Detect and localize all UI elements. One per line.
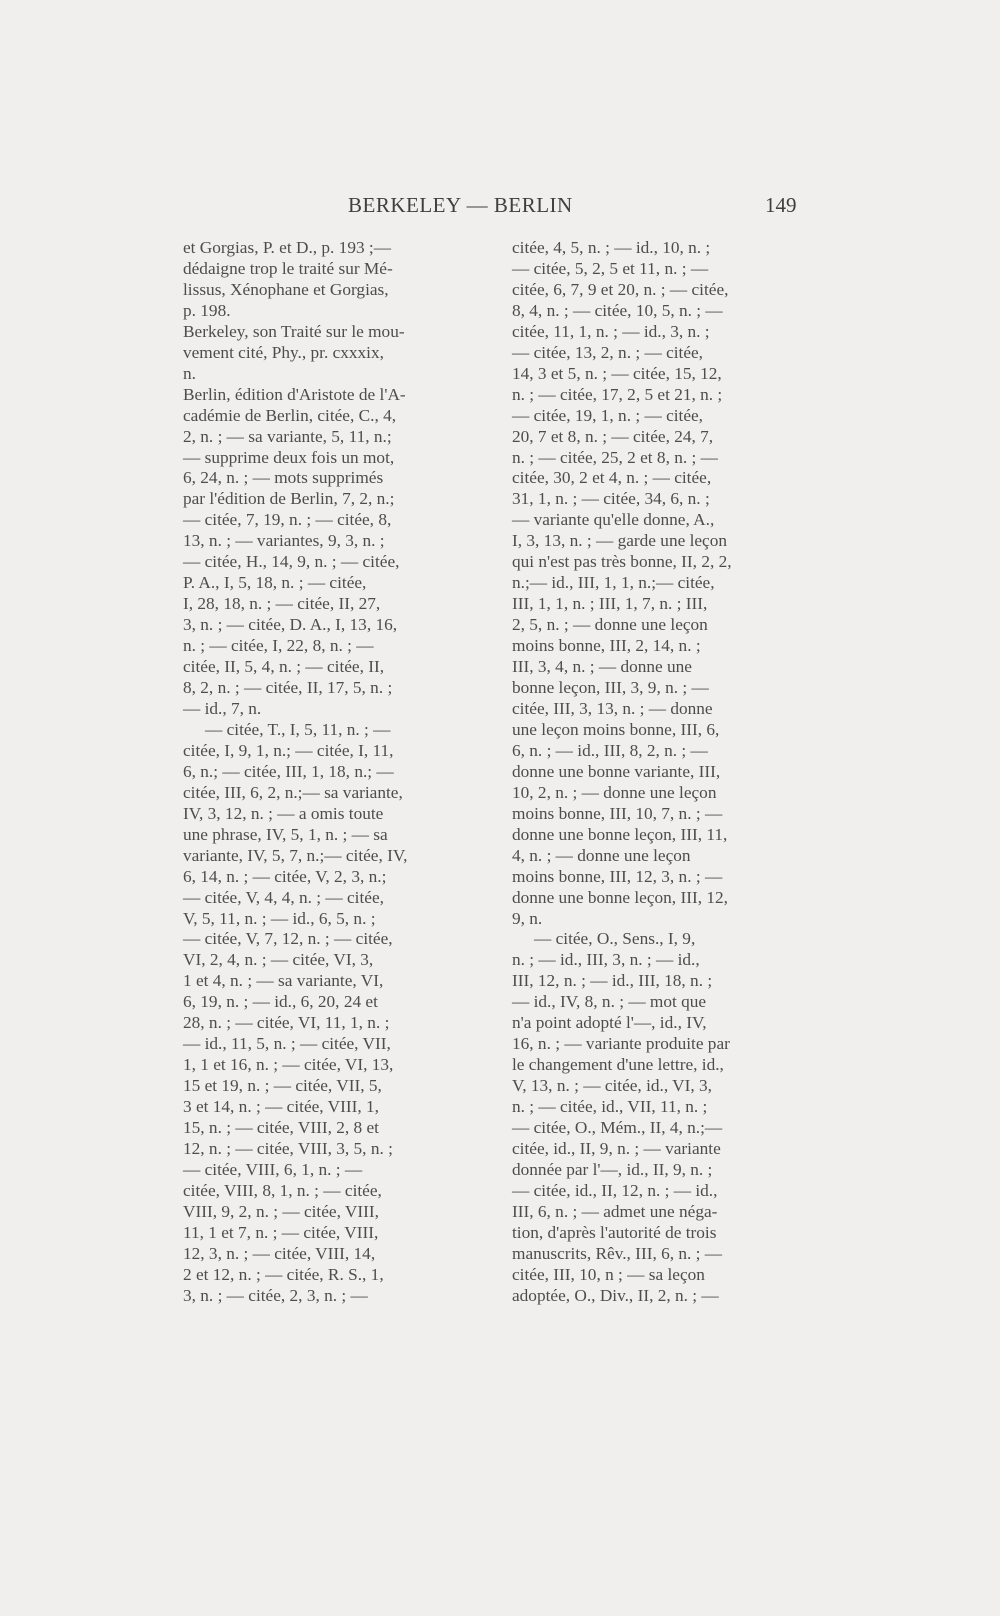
text-line: n'a point adopté l'—, id., IV, (512, 1013, 707, 1033)
text-line: le changement d'une lettre, id., (512, 1055, 724, 1075)
text-line: IV, 3, 12, n. ; — a omis toute (183, 803, 384, 823)
text-line: — citée, V, 4, 4, n. ; — citée, (183, 887, 384, 907)
text-line: — citée, V, 7, 12, n. ; — citée, (183, 929, 393, 949)
text-line: donne une bonne leçon, III, 11, (512, 824, 728, 844)
text-line: citée, id., II, 9, n. ; — variante (512, 1138, 721, 1158)
text-line: — citée, 19, 1, n. ; — citée, (512, 405, 703, 425)
text-line: citée, III, 10, n ; — sa leçon (512, 1264, 705, 1284)
text-line: VI, 2, 4, n. ; — citée, VI, 3, (183, 950, 374, 970)
text-line: — citée, O., Sens., I, 9, (534, 929, 696, 949)
text-line: n. ; — citée, 17, 2, 5 et 21, n. ; (512, 384, 723, 404)
text-line: 2, 5, n. ; — donne une leçon (512, 615, 708, 635)
text-line: 4, n. ; — donne une leçon (512, 845, 691, 865)
text-line: 3, n. ; — citée, D. A., I, 13, 16, (183, 615, 398, 635)
text-line: — supprime deux fois un mot, (183, 447, 395, 467)
text-line: citée, 30, 2 et 4, n. ; — citée, (512, 468, 712, 488)
text-line: — citée, 7, 19, n. ; — citée, 8, (183, 510, 392, 530)
text-line: 6, n. ; — id., III, 8, 2, n. ; — (512, 740, 708, 760)
text-line: 12, n. ; — citée, VIII, 3, 5, n. ; (183, 1138, 393, 1158)
text-line: citée, 6, 7, 9 et 20, n. ; — citée, (512, 279, 729, 299)
text-line: bonne leçon, III, 3, 9, n. ; — (512, 678, 709, 698)
text-line: 15, n. ; — citée, VIII, 2, 8 et (183, 1118, 379, 1138)
right-column (512, 238, 787, 1307)
text-line: V, 5, 11, n. ; — id., 6, 5, n. ; (183, 908, 376, 928)
text-line: — id., IV, 8, n. ; — mot que (512, 992, 707, 1012)
text-line: 8, 4, n. ; — citée, 10, 5, n. ; — (512, 300, 723, 320)
text-line: — id., 7, n. (183, 698, 262, 718)
text-line: III, 12, n. ; — id., III, 18, n. ; (512, 971, 713, 991)
text-line: adoptée, O., Div., II, 2, n. ; — (512, 1285, 719, 1305)
text-line: VIII, 9, 2, n. ; — citée, VIII, (183, 1201, 379, 1221)
text-line: III, 1, 1, n. ; III, 1, 7, n. ; III, (512, 594, 708, 614)
text-line: 3 et 14, n. ; — citée, VIII, 1, (183, 1097, 379, 1117)
text-line: dédaigne trop le traité sur Mé- (183, 258, 393, 278)
text-line: 9, n. (512, 908, 543, 928)
text-line: citée, 11, 1, n. ; — id., 3, n. ; (512, 321, 710, 341)
text-line: variante, IV, 5, 7, n.;— citée, IV, (183, 845, 408, 865)
text-line: 1, 1 et 16, n. ; — citée, VI, 13, (183, 1055, 394, 1075)
running-title: BERKELEY — BERLIN (348, 193, 573, 217)
text-line: n. ; — citée, I, 22, 8, n. ; — (183, 636, 374, 656)
text-line: citée, I, 9, 1, n.; — citée, I, 11, (183, 740, 394, 760)
text-line: donnée par l'—, id., II, 9, n. ; (512, 1159, 713, 1179)
text-line: n. (183, 363, 196, 383)
text-line: — citée, H., 14, 9, n. ; — citée, (183, 552, 400, 572)
text-line: tion, d'après l'autorité de trois (512, 1222, 717, 1242)
text-line: citée, VIII, 8, 1, n. ; — citée, (183, 1180, 382, 1200)
text-line: 11, 1 et 7, n. ; — citée, VIII, (183, 1222, 379, 1242)
text-line: n. ; — id., III, 3, n. ; — id., (512, 950, 700, 970)
text-line: moins bonne, III, 12, 3, n. ; — (512, 866, 723, 886)
text-line: 6, 19, n. ; — id., 6, 20, 24 et (183, 992, 378, 1012)
text-line: — variante qu'elle donne, A., (512, 510, 715, 530)
text-line: 2, n. ; — sa variante, 5, 11, n.; (183, 426, 392, 446)
text-line: citée, III, 6, 2, n.;— sa variante, (183, 782, 403, 802)
text-line: 16, n. ; — variante produite par (512, 1034, 730, 1054)
text-line: 8, 2, n. ; — citée, II, 17, 5, n. ; (183, 678, 393, 698)
text-line: Berlin, édition d'Aristote de l'A- (183, 384, 406, 404)
text-line: une leçon moins bonne, III, 6, (512, 719, 720, 739)
text-line: 6, 24, n. ; — mots supprimés (183, 468, 384, 488)
text-line: — citée, VIII, 6, 1, n. ; — (183, 1159, 363, 1179)
text-line: cadémie de Berlin, citée, C., 4, (183, 405, 397, 425)
text-line: 28, n. ; — citée, VI, 11, 1, n. ; (183, 1013, 390, 1033)
text-line: III, 6, n. ; — admet une néga- (512, 1201, 718, 1221)
text-line: vement cité, Phy., pr. cxxxix, (183, 342, 384, 362)
text-line: III, 3, 4, n. ; — donne une (512, 657, 692, 677)
text-line: 1 et 4, n. ; — sa variante, VI, (183, 971, 384, 991)
text-line: 14, 3 et 5, n. ; — citée, 15, 12, (512, 363, 722, 383)
left-column (183, 238, 460, 1307)
text-line: — citée, O., Mém., II, 4, n.;— (512, 1118, 723, 1138)
text-line: V, 13, n. ; — citée, id., VI, 3, (512, 1076, 712, 1096)
text-line: 20, 7 et 8, n. ; — citée, 24, 7, (512, 426, 714, 446)
text-line: moins bonne, III, 10, 7, n. ; — (512, 803, 723, 823)
text-line: P. A., I, 5, 18, n. ; — citée, (183, 573, 367, 593)
text-line: — id., 11, 5, n. ; — citée, VII, (183, 1034, 391, 1054)
text-line: donne une bonne variante, III, (512, 761, 721, 781)
text-line: — citée, 13, 2, n. ; — citée, (512, 342, 703, 362)
text-line: donne une bonne leçon, III, 12, (512, 887, 728, 907)
text-line: citée, 4, 5, n. ; — id., 10, n. ; (512, 238, 711, 257)
text-line: n. ; — citée, id., VII, 11, n. ; (512, 1097, 708, 1117)
text-line: — citée, T., I, 5, 11, n. ; — (205, 719, 391, 739)
text-line: 31, 1, n. ; — citée, 34, 6, n. ; (512, 489, 710, 509)
text-line: n. ; — citée, 25, 2 et 8, n. ; — (512, 447, 718, 467)
text-line: lissus, Xénophane et Gorgias, (183, 279, 389, 299)
text-line: moins bonne, III, 2, 14, n. ; (512, 636, 701, 656)
text-line: 6, n.; — citée, III, 1, 18, n.; — (183, 761, 394, 781)
page-number: 149 (765, 193, 797, 217)
text-line: 13, n. ; — variantes, 9, 3, n. ; (183, 531, 385, 551)
text-line: par l'édition de Berlin, 7, 2, n.; (183, 489, 395, 509)
text-line: 2 et 12, n. ; — citée, R. S., 1, (183, 1264, 384, 1284)
text-line: I, 3, 13, n. ; — garde une leçon (512, 531, 727, 551)
text-line: Berkeley, son Traité sur le mou- (183, 321, 405, 341)
text-line: manuscrits, Rêv., III, 6, n. ; — (512, 1243, 723, 1263)
text-line: 6, 14, n. ; — citée, V, 2, 3, n.; (183, 866, 387, 886)
text-line: — citée, id., II, 12, n. ; — id., (512, 1180, 718, 1200)
text-line: 10, 2, n. ; — donne une leçon (512, 782, 717, 802)
text-line: qui n'est pas très bonne, II, 2, 2, (512, 552, 732, 572)
text-line: et Gorgias, P. et D., p. 193 ;— (183, 238, 392, 257)
text-line: p. 198. (183, 300, 231, 320)
running-header (0, 193, 1000, 223)
text-line: 12, 3, n. ; — citée, VIII, 14, (183, 1243, 376, 1263)
text-line: citée, III, 3, 13, n. ; — donne (512, 698, 713, 718)
text-line: n.;— id., III, 1, 1, n.;— citée, (512, 573, 715, 593)
text-line: une phrase, IV, 5, 1, n. ; — sa (183, 824, 388, 844)
text-line: 15 et 19, n. ; — citée, VII, 5, (183, 1076, 382, 1096)
text-line: 3, n. ; — citée, 2, 3, n. ; — (183, 1285, 368, 1305)
text-line: citée, II, 5, 4, n. ; — citée, II, (183, 657, 385, 677)
text-line: I, 28, 18, n. ; — citée, II, 27, (183, 594, 381, 614)
text-line: — citée, 5, 2, 5 et 11, n. ; — (512, 258, 709, 278)
